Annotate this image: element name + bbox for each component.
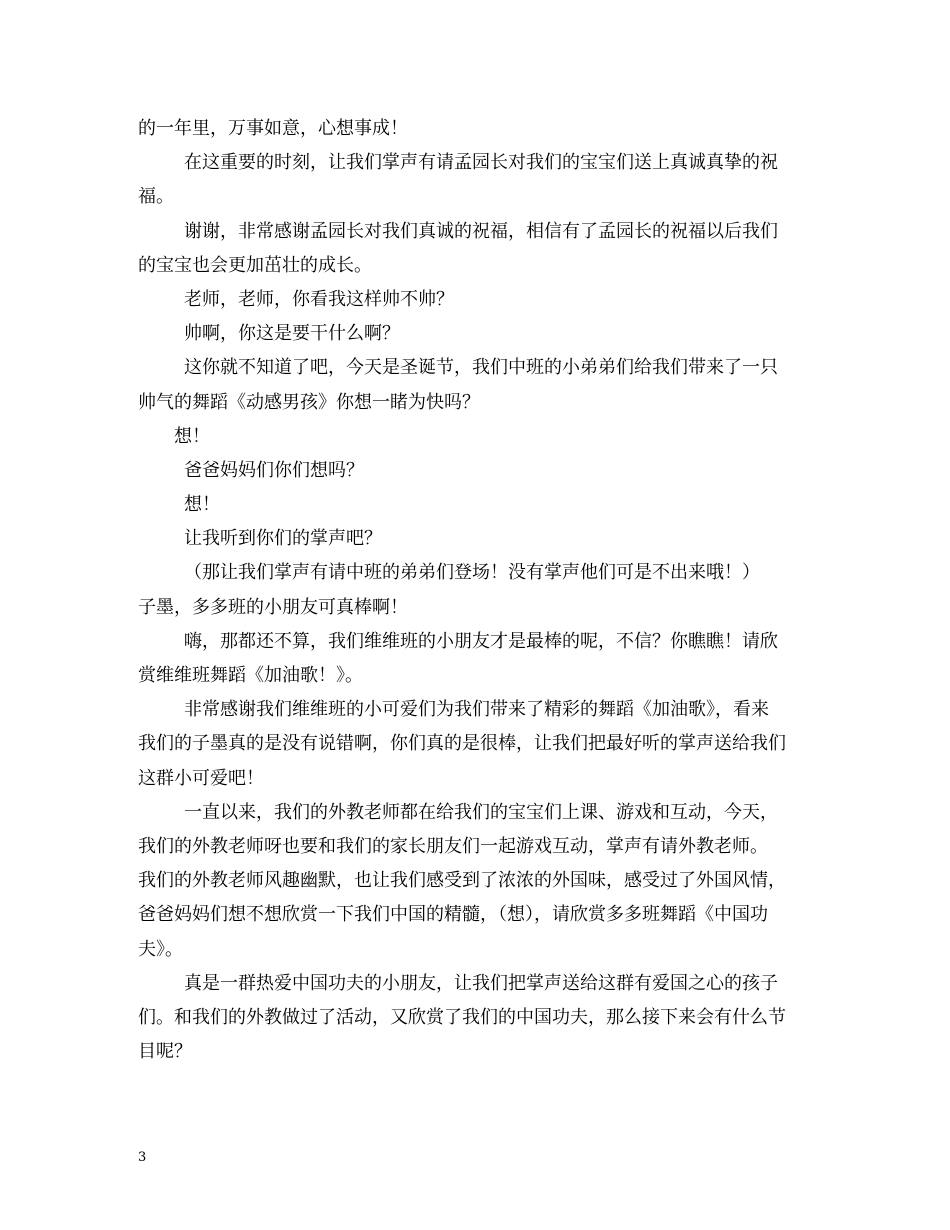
text-line: 我们的子墨真的是没有说错啊，你们真的是很棒，让我们把最好听的掌声送给我们 [138, 733, 786, 755]
text-line: 谢谢，非常感谢孟园长对我们真诚的祝福，相信有了孟园长的祝福以后我们 [184, 220, 778, 242]
text-line: 目呢？ [138, 1041, 192, 1063]
text-line: 们。和我们的外教做过了活动，又欣赏了我们的中国功夫，那么接下来会有什么节 [138, 1006, 786, 1028]
text-line: 爸爸妈妈们想不想欣赏一下我们中国的精髓，（想），请欣赏多多班舞蹈《中国功 [138, 904, 768, 926]
text-line: 的宝宝也会更加茁壮的成长。 [138, 254, 372, 276]
text-line: 这你就不知道了吧，今天是圣诞节，我们中班的小弟弟们给我们带来了一只 [184, 357, 778, 379]
text-line: 想！ [174, 425, 210, 447]
text-line: 让我听到你们的掌声吧？ [184, 528, 382, 550]
text-line: 爸爸妈妈们你们想吗？ [184, 459, 364, 481]
text-line: 的一年里，万事如意，心想事成！ [138, 118, 408, 139]
text-line: 一直以来，我们的外教老师都在给我们的宝宝们上课、游戏和互动，今天， [184, 801, 778, 823]
text-line: 在这重要的时刻，让我们掌声有请孟园长对我们的宝宝们送上真诚真挚的祝 [184, 152, 778, 174]
text-line: 我们的外教老师呀也要和我们的家长朋友们一起游戏互动，掌声有请外教老师。 [138, 835, 768, 857]
text-line: 帅啊，你这是要干什么啊？ [184, 323, 400, 345]
text-line: 夫》。 [138, 938, 183, 960]
page-number: 3 [138, 1150, 147, 1165]
text-line: 想！ [184, 494, 220, 516]
text-line: 这群小可爱吧！ [138, 767, 264, 789]
text-line: 真是一群热爱中国功夫的小朋友，让我们把掌声送给这群有爱国之心的孩子 [184, 972, 778, 994]
text-line: 子墨，多多班的小朋友可真棒啊！ [138, 596, 408, 618]
text-line: 赏维维班舞蹈《加油歌！》。 [138, 665, 363, 686]
text-line: 我们的外教老师风趣幽默，也让我们感受到了浓浓的外国味，感受过了外国风情， [138, 870, 786, 892]
text-line: 老师，老师，你看我这样帅不帅？ [184, 288, 454, 310]
document-body [138, 112, 818, 1069]
text-line: 非常感谢我们维维班的小可爱们为我们带来了精彩的舞蹈《加油歌》，看来 [184, 699, 769, 721]
text-line: （那让我们掌声有请中班的弟弟们登场！没有掌声他们可是不出来哦！） [184, 562, 760, 584]
text-line: 福。 [138, 186, 174, 208]
text-line: 嗨，那都还不算，我们维维班的小朋友才是最棒的呢，不信？你瞧瞧！请欣 [184, 630, 778, 652]
text-line: 帅气的舞蹈《动感男孩》你想一睹为快吗？ [138, 391, 480, 413]
